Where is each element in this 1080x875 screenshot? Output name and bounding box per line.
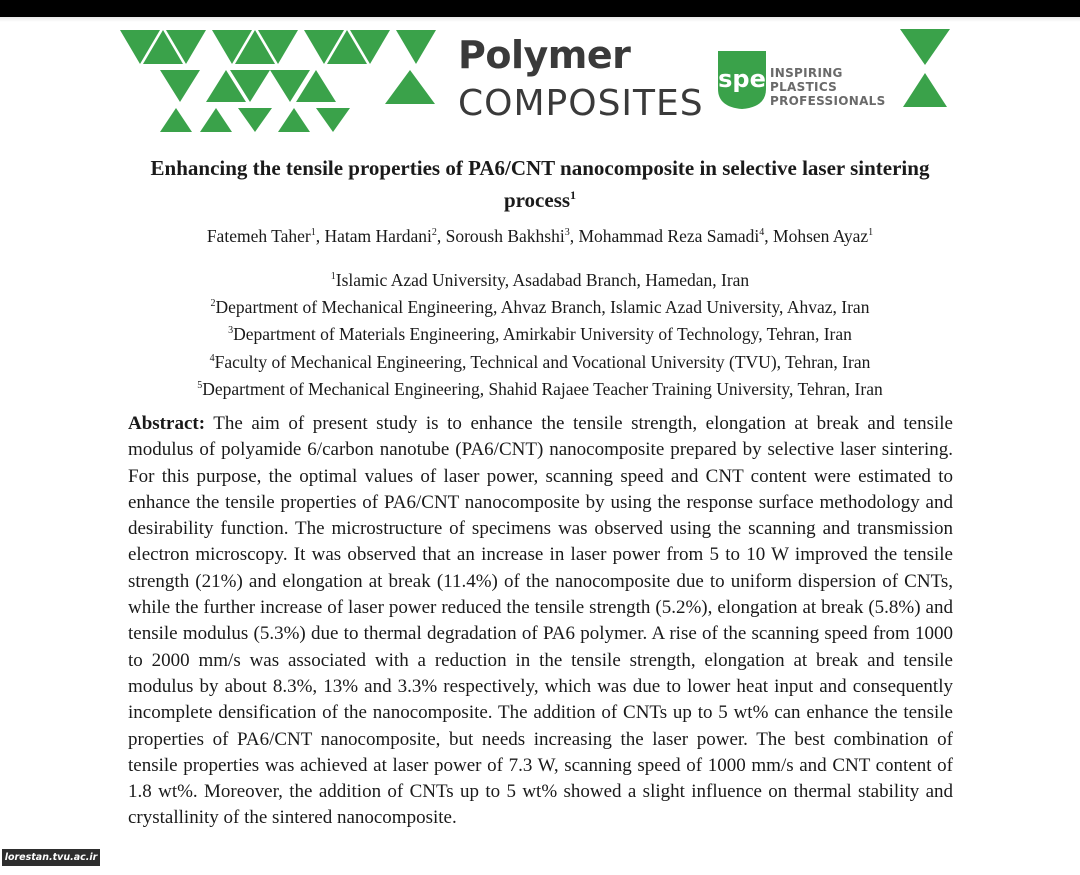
affiliation-item xyxy=(120,374,960,401)
spe-tagline-line: PLASTICS xyxy=(770,80,838,94)
author-name: Hatam Hardani xyxy=(324,225,432,246)
spe-logo-text: spe xyxy=(718,65,766,93)
author-affiliation-mark: 4 xyxy=(759,227,765,238)
journal-title-line1: Polymer xyxy=(458,33,631,77)
affiliation-mark: 5 xyxy=(197,379,203,391)
abstract-paragraph xyxy=(128,411,953,832)
affiliation-text: Department of Mechanical Engineering, Ahvaz Branch, Islamic Azad University, Ahvaz, Iran xyxy=(215,297,870,318)
affiliation-text: Islamic Azad University, Asadabad Branch, Hamedan, Iran xyxy=(335,269,750,290)
journal-title xyxy=(458,34,704,128)
affiliation-item xyxy=(120,265,960,292)
author-list: Fatemeh Taher$^1$, Hatam Hardani$^2$, Soroush Bakhshi$^3$, Mohammad Reza Samadi$^4$, Mohsen Ayaz$^1$ xyxy=(206,225,874,246)
spe-tagline-line: INSPIRING xyxy=(770,66,843,80)
affiliation-item xyxy=(120,319,960,346)
author-affiliation-mark: 2 xyxy=(431,227,437,238)
triangle-pattern-logo xyxy=(120,22,450,134)
title-footnote-mark: 1 xyxy=(570,188,577,202)
hourglass-triangles-icon xyxy=(895,27,955,109)
affiliation-mark: 3 xyxy=(228,325,234,337)
abstract-label: Abstract: xyxy=(128,413,206,434)
affiliation-mark: 4 xyxy=(209,352,215,364)
top-black-bar xyxy=(0,0,1080,17)
spe-tagline-line: PROFESSIONALS xyxy=(770,94,886,108)
author-name: Soroush Bakhshi xyxy=(445,225,565,246)
affiliation-mark: 2 xyxy=(210,298,216,310)
affiliation-mark: 1 xyxy=(330,271,336,282)
site-watermark: lorestan.tvu.ac.ir xyxy=(2,849,100,866)
paper-title-text: Enhancing the tensile properties of PA6/CNT nanocomposite in selective laser sintering process xyxy=(150,156,930,212)
author-name: Mohsen Ayaz xyxy=(773,225,869,246)
author-name: Mohammad Reza Samadi xyxy=(578,225,760,246)
author-name: Fatemeh Taher xyxy=(206,225,311,246)
author-affiliation-mark: 1 xyxy=(310,227,316,238)
affiliation-text: Faculty of Mechanical Engineering, Technical and Vocational University (TVU), Tehran, Iran xyxy=(214,351,871,372)
journal-title-line2: COMPOSITES xyxy=(458,83,704,124)
author-affiliation-mark: 3 xyxy=(564,227,570,238)
paper-title xyxy=(120,155,960,214)
affiliation-text: Department of Mechanical Engineering, Shahid Rajaee Teacher Training University, Tehran, Iran xyxy=(202,378,883,399)
spe-tagline xyxy=(770,66,886,108)
affiliation-item xyxy=(120,292,960,319)
author-affiliation-mark: 1 xyxy=(868,227,874,238)
abstract-text: The aim of present study is to enhance the tensile strength, elongation at break and tensile modulus of polyamide 6/carbon nanotube (PA6/CNT) nanocomposite prepared by selective laser sintering. For this purpose, the optimal values of laser power, scanning speed and CNT content were estimated to enhance the tensile properties of PA6/CNT nanocomposite by using the response surface methodology and desirability function. The microstructure of specimens was observed using the scanning and transmission electron microscopy. It was observed that an increase in laser power from 5 to 10 W improved the tensile strength (21%) and elongation at break (11.4%) of the nanocomposite due to uniform dispersion of CNTs, while the further increase of laser power reduced the tensile strength (5.2%), elongation at break (5.8%) and tensile modulus (5.3%) due to thermal degradation of PA6 polymer. A rise of the scanning speed from 1000 to 2000 mm/s was associated with a reduction in the tensile strength, elongation at break and tensile modulus by about 8.3%, 13% and 3.3% respectively, which was due to lower heat input and consequently incomplete densification of the nanocomposite. The addition of CNTs up to 5 wt% can enhance the tensile properties of PA6/CNT nanocomposite, but needs increasing the laser power. The best combination of tensile properties was achieved at laser power of 7.3 W, scanning speed of 1000 mm/s and CNT content of 1.8 wt%. Moreover, the addition of CNTs up to 5 wt% showed a slight influence on thermal stability and crystallinity of the sintered nanocomposite. xyxy=(128,413,953,829)
affiliation-text: Department of Materials Engineering, Amirkabir University of Technology, Tehran, Iran xyxy=(233,324,852,345)
spe-logo-icon xyxy=(714,47,770,113)
journal-banner xyxy=(120,22,960,137)
affiliation-list xyxy=(120,265,960,401)
affiliation-item xyxy=(120,347,960,374)
